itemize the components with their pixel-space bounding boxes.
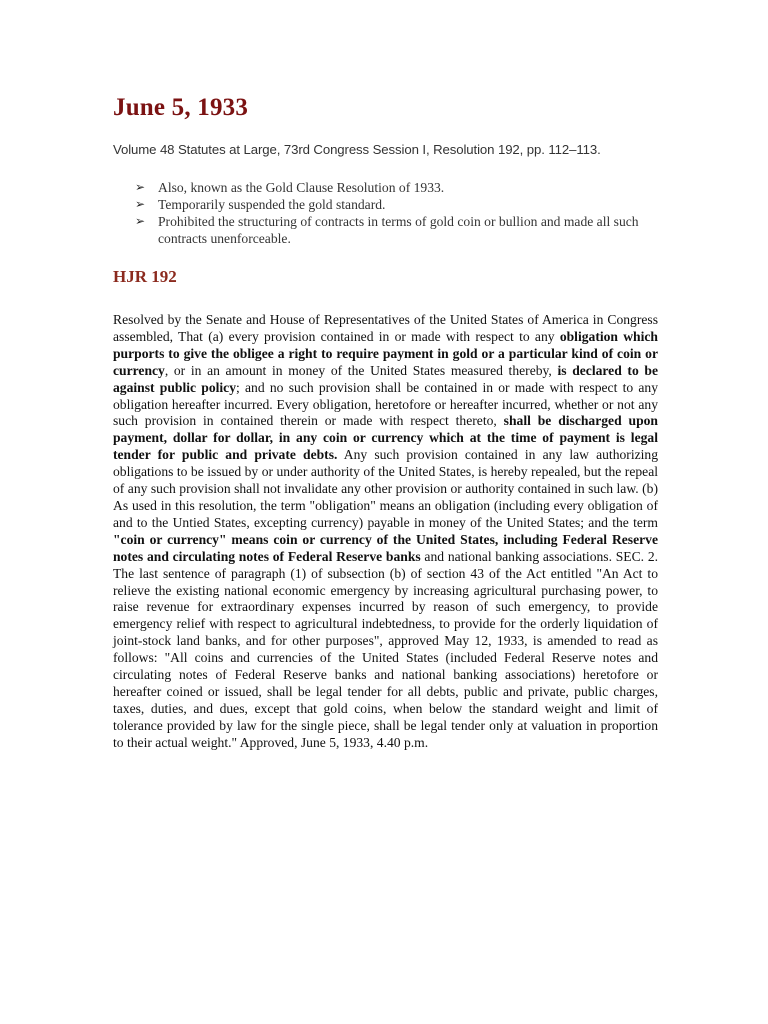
list-item bbox=[113, 196, 658, 213]
arrow-bullet-icon: ➢ bbox=[135, 197, 146, 211]
bullet-text: Temporarily suspended the gold standard. bbox=[158, 197, 386, 212]
paragraph-segment: Resolved by the Senate and House of Representatives of the United States of America in Congress assembled, That (a) every provision contained in or made with respect to any bbox=[113, 312, 658, 344]
paragraph-segment: ; and no such provision shall be contained in or made with respect to any obligation hereafter incurred. Every obligation, heretofore or hereafter incurred, whether or not any such provision in contained therein or made with respect thereto, bbox=[113, 379, 658, 429]
paragraph-segment: and national banking associations. SEC. 2. The last sentence of paragraph (1) of subsection (b) of section 43 of the Act entitled "An Act to relieve the existing national economic emergency by increasing agricultural purchasing power, to raise revenue for extraordinary expenses incurred by reason of such emergency, to provide emergency relief with respect to agricultural indebtedness, to provide for the orderly liquidation of joint-stock land banks, and for other purposes", approved May 12, 1933, is amended to read as follows: "All coins and currencies of the United States (included Federal Reserve notes and circulating notes of Federal Reserve banks and national banking associations) heretofore or hereafter coined or issued, shall be legal tender for all debts, public and private, public charges, taxes, duties, and dues, except that gold coins, when below the standard weight and limit of tolerance provided by law for the single piece, shall be legal tender only at valuation in proportion to their actual weight." Approved, June 5, 1933, 4.40 p.m. bbox=[113, 548, 659, 750]
paragraph-emphasis: is declared to be against public policy bbox=[113, 362, 658, 395]
paragraph-emphasis: obligation which purports to give the obligee a right to require payment in gold or a particular kind of coin or currency bbox=[113, 328, 658, 378]
section-heading: HJR 192 bbox=[113, 267, 177, 286]
bullet-text: Prohibited the structuring of contracts in terms of gold coin or bullion and made all such contracts unenforceable. bbox=[158, 214, 639, 246]
bullet-list bbox=[113, 179, 658, 247]
paragraph-segment: , or in an amount in money of the United States measured thereby, bbox=[164, 362, 558, 378]
paragraph-emphasis: shall be discharged upon payment, dollar for dollar, in any coin or currency which at the time of payment is legal tender for public and private debts. bbox=[113, 413, 658, 463]
resolution-paragraph bbox=[113, 312, 658, 752]
list-item bbox=[113, 213, 658, 247]
list-item bbox=[113, 179, 658, 196]
arrow-bullet-icon: ➢ bbox=[135, 180, 146, 194]
paragraph-emphasis: "coin or currency" means coin or currency of the United States, including Federal Reserve notes and circulating notes of Federal Reserve banks bbox=[113, 531, 658, 564]
page-title: June 5, 1933 bbox=[113, 94, 249, 121]
citation-line: Volume 48 Statutes at Large, 73rd Congress Session I, Resolution 192, pp. 112–113. bbox=[113, 142, 601, 157]
arrow-bullet-icon: ➢ bbox=[135, 214, 146, 228]
paragraph-segment: Any such provision contained in any law authorizing obligations to be issued by or under authority of the United States, is hereby repealed, but the repeal of any such provision shall not invalidate any other provision or authority contained in such law. (b) As used in this resolution, the term "obligation" means an obligation (including every obligation of and to the Untied States, excepting currency) payable in money of the United States; and the term bbox=[113, 447, 659, 530]
bullet-text: Also, known as the Gold Clause Resolution of 1933. bbox=[158, 180, 445, 195]
